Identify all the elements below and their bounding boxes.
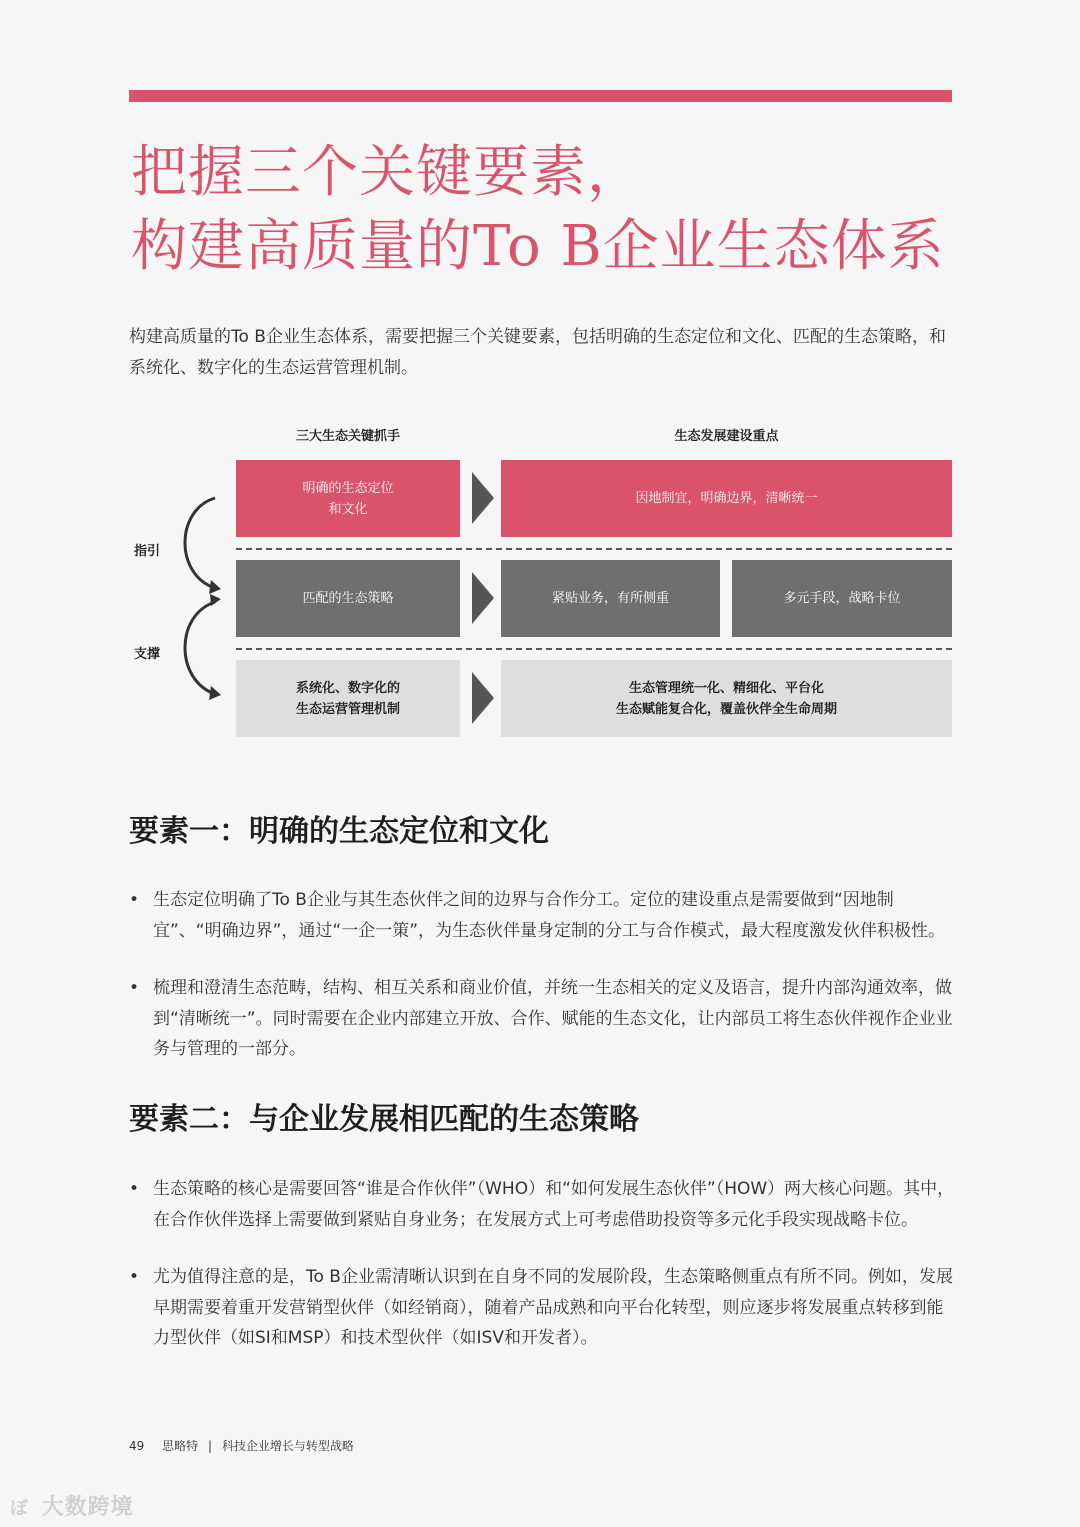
point-box-positioning: [501, 460, 952, 537]
bullet-icon: •: [129, 1267, 140, 1287]
key-box-positioning: [236, 460, 460, 537]
watermark-logo-icon: ぼ: [10, 1498, 29, 1519]
page-footer: [129, 1437, 354, 1454]
page-number: 49: [129, 1439, 145, 1453]
section-1-bullets: [129, 885, 959, 1065]
arrow-right-icon: [472, 472, 494, 524]
title-line-1: 把握三个关键要素，: [131, 140, 644, 205]
title-line-2: 构建高质量的To B企业生态体系: [131, 214, 945, 279]
list-item: [129, 973, 959, 1065]
bullet-text: 生态定位明确了To B企业与其生态伙伴之间的边界与合作分工。定位的建设重点是需要做到“因地制宜”、“明确边界”，通过“一企一策”，为生态伙伴量身定制的分工与合作模式，最大程度激发伙伴积极性。: [153, 890, 946, 941]
point-box-strategy-1-label: 紧贴业务，有所侧重: [551, 591, 669, 606]
side-label-guide: 指引: [134, 544, 161, 559]
bullet-text: 生态策略的核心是需要回答“谁是合作伙伴”（WHO）和“如何发展生态伙伴”（HOW）两大核心问题。其中，在合作伙伴选择上需要做到紧贴自身业务；在发展方式上可考虑借助投资等多元化手段实现战略卡位。: [153, 1179, 955, 1230]
dashed-divider: [236, 648, 952, 650]
intro-paragraph: 构建高质量的To B企业生态体系，需要把握三个关键要素，包括明确的生态定位和文化、匹配的生态策略，和系统化、数字化的生态运营管理机制。: [129, 327, 946, 378]
top-accent-bar: [129, 90, 952, 102]
key-box-positioning-label: 明确的生态定位 和文化: [302, 480, 394, 517]
bullet-icon: •: [129, 1179, 140, 1199]
dashed-divider: [236, 548, 952, 550]
bullet-text: 梳理和澄清生态范畴，结构、相互关系和商业价值，并统一生态相关的定义及语言，提升内部沟通效率，做到“清晰统一”。同时需要在企业内部建立开放、合作、赋能的生态文化，让内部员工将生态伙伴视作企业业务与管理的一部分。: [153, 978, 953, 1059]
watermark: [10, 1490, 134, 1521]
key-box-strategy-label: 匹配的生态策略: [302, 591, 394, 606]
watermark-text: 大数跨境: [41, 1495, 134, 1520]
right-column-header: 生态发展建设重点: [674, 429, 779, 444]
point-box-strategy-1: [501, 560, 720, 637]
ecosystem-diagram: [0, 420, 1080, 750]
arrow-right-icon: [472, 572, 494, 624]
list-item: [129, 885, 959, 946]
bullet-icon: •: [129, 978, 140, 998]
footer-brand: 思略特: [162, 1439, 199, 1453]
guide-support-arrows-icon: [175, 490, 235, 705]
point-box-strategy-2: [732, 560, 952, 637]
key-box-operations-label: 系统化、数字化的 生态运营管理机制: [295, 680, 400, 717]
page-title: [131, 136, 971, 284]
section-2-bullets: [129, 1174, 959, 1354]
arrow-right-icon: [472, 672, 494, 724]
list-item: [129, 1174, 959, 1235]
footer-separator: |: [207, 1439, 212, 1453]
left-column-header: 三大生态关键抓手: [295, 429, 400, 444]
point-box-operations: [501, 660, 952, 737]
side-label-support: 支撑: [134, 647, 161, 662]
point-box-strategy-2-label: 多元手段，战略卡位: [783, 591, 901, 606]
bullet-icon: •: [129, 890, 140, 910]
footer-report-title: 科技企业增长与转型战略: [221, 1439, 354, 1453]
section-title-1: 要素一：明确的生态定位和文化: [129, 814, 549, 849]
bullet-text: 尤为值得注意的是，To B企业需清晰认识到在自身不同的发展阶段，生态策略侧重点有所不同。例如，发展早期需要着重开发营销型伙伴（如经销商），随着产品成熟和向平台化转型，则应逐步将发展重点转移到能力型伙伴（如SI和MSP）和技术型伙伴（如ISV和开发者）。: [153, 1267, 953, 1348]
point-box-operations-label: 生态管理统一化、精细化、平台化 生态赋能复合化，覆盖伙伴全生命周期: [615, 680, 837, 717]
key-box-strategy: [236, 560, 460, 637]
key-box-operations: [236, 660, 460, 737]
section-title-2: 要素二：与企业发展相匹配的生态策略: [129, 1102, 639, 1137]
point-box-positioning-label: 因地制宜，明确边界，清晰统一: [635, 491, 818, 506]
list-item: [129, 1262, 959, 1354]
